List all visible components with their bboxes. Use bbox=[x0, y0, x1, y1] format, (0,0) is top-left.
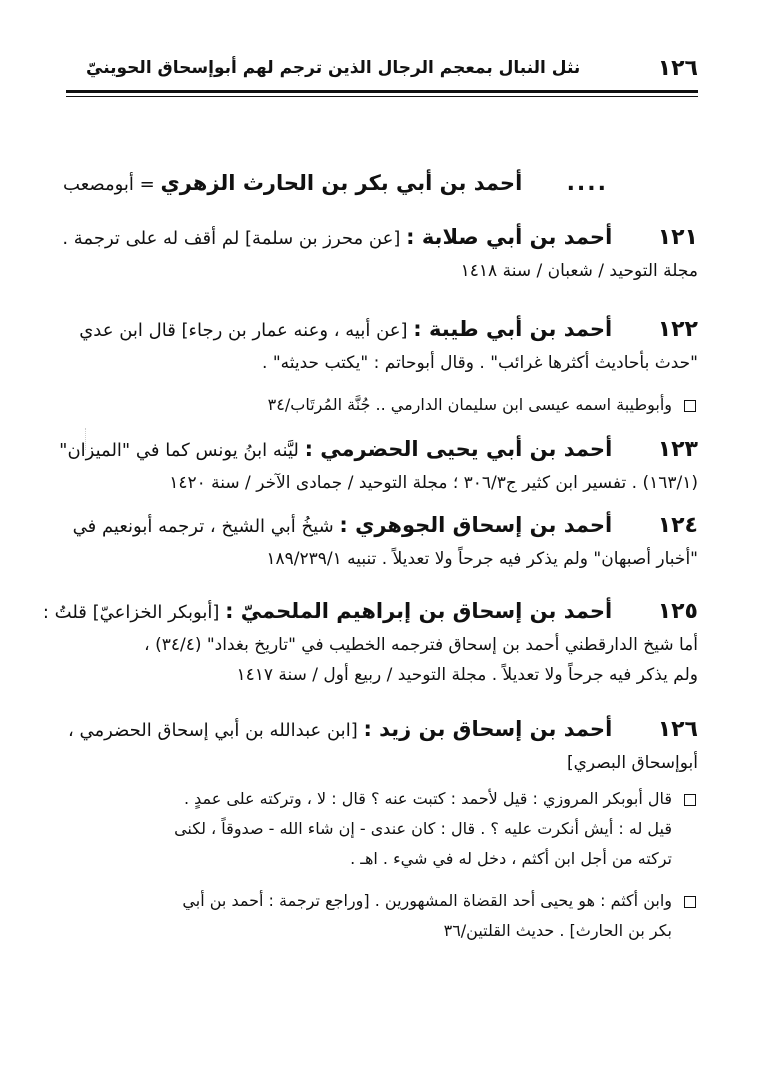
entry-name: أحمد بن إسحاق بن إبراهيم الملحميّ : bbox=[225, 599, 613, 623]
entry-name: أحمد بن إسحاق بن زيد : bbox=[363, 717, 613, 741]
note-line: بكر بن الحارث] . حديث القلتين/٣٦ bbox=[443, 921, 672, 940]
book-title: نثل النبال بمعجم الرجال الذين ترجم لهم أبوإسحاق الحوينيّ bbox=[86, 58, 581, 78]
entry-number: ١٢٥ bbox=[657, 599, 698, 624]
entry-line: "أخبار أصبهان" ولم يذكر فيه جرحاً ولا تعديلاً . تنبيه ١٨٩/٢٣٩/١ bbox=[266, 549, 698, 569]
entry-line: أما شيخ الدارقطني أحمد بن إسحاق فترجمه الخطيب في "تاريخ بغداد" (٣٤/٤) ، bbox=[144, 635, 698, 655]
entry-126 bbox=[67, 712, 698, 778]
entry-123 bbox=[59, 432, 698, 498]
header-rule-thin bbox=[66, 96, 698, 97]
entry-line: أبوإسحاق البصري] bbox=[566, 753, 698, 773]
entry-text: [عن أبيه ، وعنه عمار بن رجاء] قال ابن عدي bbox=[79, 320, 408, 341]
entry-line: مجلة التوحيد / شعبان / سنة ١٤١٨ bbox=[460, 261, 698, 281]
note-line: وابن أكثم : هو يحيى أحد القضاة المشهورين . [وراجع ترجمة : أحمد بن أبي bbox=[182, 891, 672, 910]
entry-line: ولم يذكر فيه جرحاً ولا تعديلاً . مجلة التوحيد / ربيع أول / سنة ١٤١٧ bbox=[236, 665, 698, 685]
entry-text: = أبومصعب bbox=[63, 174, 155, 195]
page-body bbox=[42, 166, 698, 958]
entry-text: [عن محرز بن سلمة] لم أقف له على ترجمة . bbox=[62, 228, 401, 249]
entry-text: [ابن عبدالله بن أبي إسحاق الحضرمي ، bbox=[67, 720, 358, 741]
entry-cross-reference bbox=[63, 166, 698, 202]
entry-number: ١٢٢ bbox=[657, 317, 698, 342]
note-line: قيل له : أيش أنكرت عليه ؟ . قال : كان عندى - إن شاء الله - صدوقاً ، لكنى bbox=[174, 819, 672, 838]
entry-line: (١٦٣/١) . تفسير ابن كثير ج٣٠٦/٣ ؛ مجلة التوحيد / جمادى الآخر / سنة ١٤٢٠ bbox=[169, 473, 698, 493]
entry-number: .... bbox=[566, 171, 608, 196]
entry-121 bbox=[62, 220, 698, 286]
entry-122 bbox=[72, 312, 698, 378]
note-line: وأبوطيبة اسمه عيسى ابن سليمان الدارمي .. جُنَّة المُرتَاب/٣٤ bbox=[267, 395, 672, 414]
note-line: تركته من أجل ابن أكثم ، دخل له في شيء . اهـ . bbox=[350, 849, 672, 868]
entry-number: ١٢١ bbox=[657, 225, 698, 250]
scan-artifact bbox=[85, 428, 100, 450]
entry-number: ١٢٦ bbox=[657, 717, 698, 742]
checkbox-bullet-icon bbox=[684, 794, 696, 806]
checkbox-bullet-icon bbox=[684, 896, 696, 908]
entry-number: ١٢٣ bbox=[657, 437, 698, 462]
note-126-b bbox=[72, 886, 698, 946]
entry-number: ١٢٤ bbox=[657, 513, 698, 538]
entry-text: شيخُ أبي الشيخ ، ترجمه أبونعيم في bbox=[72, 516, 334, 537]
entry-name: أحمد بن أبي طيبة : bbox=[413, 317, 613, 341]
entry-name: أحمد بن أبي يحيى الحضرمي : bbox=[304, 437, 613, 461]
entry-text: ليَّنه ابنُ يونس كما في "الميزان" bbox=[59, 440, 299, 461]
checkbox-bullet-icon bbox=[684, 400, 696, 412]
entry-name: أحمد بن أبي صلابة : bbox=[406, 225, 613, 249]
entry-name: أحمد بن إسحاق الجوهري : bbox=[339, 513, 613, 537]
note-122 bbox=[72, 390, 698, 420]
entry-124 bbox=[72, 508, 698, 574]
entry-name: أحمد بن أبي بكر بن الحارث الزهري bbox=[160, 171, 523, 195]
entry-125 bbox=[42, 594, 698, 690]
page-number: ١٢٦ bbox=[657, 56, 698, 81]
page-header bbox=[66, 52, 698, 82]
note-126-a bbox=[72, 784, 698, 874]
header-rule-thick bbox=[66, 90, 698, 93]
note-line: قال أبوبكر المروزي : قيل لأحمد : كتبت عنه ؟ قال : لا ، وتركته على عمدٍ . bbox=[183, 789, 672, 808]
entry-text: [أبوبكر الخزاعيّ] قلتُ : bbox=[42, 602, 220, 623]
entry-line: "حدث بأحاديث أكثرها غرائب" . وقال أبوحاتم : "يكتب حديثه" . bbox=[262, 353, 698, 373]
